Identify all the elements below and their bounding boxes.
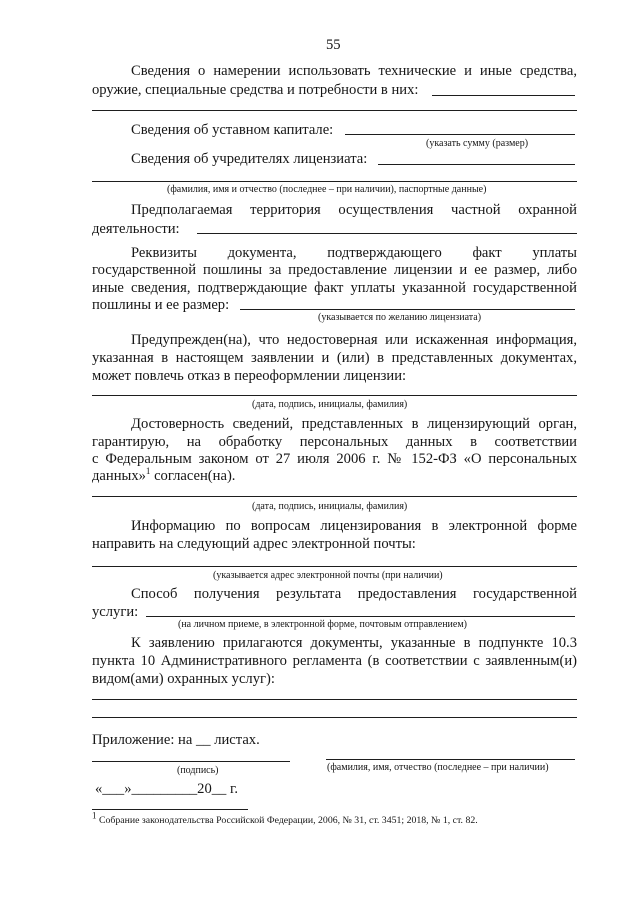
email-hint: (указывается адрес электронной почты (при наличии): [213, 570, 443, 581]
footnote-reference: 1: [145, 466, 151, 477]
consent-line2: гарантирую, на обработку персональных данных в соответствии: [92, 434, 577, 450]
footnote-mark: 1: [92, 810, 97, 821]
consent-line3: с Федеральным законом от 27 июля 2006 г. № 152-ФЗ «О персональных: [92, 451, 577, 467]
duty-line4: пошлины и ее размер:: [92, 297, 230, 313]
capital-label: Сведения об уставном капитале:: [131, 122, 334, 138]
territory-line2: деятельности:: [92, 221, 180, 237]
method-line1: Способ получения результата предоставления государственной: [131, 586, 577, 602]
email-line1: Информацию по вопросам лицензирования в электронной форме: [131, 518, 577, 534]
duty-field[interactable]: [240, 309, 575, 310]
email-field[interactable]: [92, 566, 577, 567]
tech-means-line1: Сведения о намерении использовать технические и иные средства,: [131, 63, 577, 79]
consent-signature-field[interactable]: [92, 496, 577, 497]
method-hint: (на личном приеме, в электронной форме, почтовым отправлением): [178, 619, 467, 630]
tech-means-line2: оружие, специальные средства и потребности в них:: [92, 82, 419, 98]
warning-hint: (дата, подпись, инициалы, фамилия): [252, 399, 408, 410]
capital-field[interactable]: [345, 134, 575, 135]
founders-hint: (фамилия, имя и отчество (последнее – при наличии), паспортные данные): [167, 184, 487, 195]
duty-hint: (указывается по желанию лицензиата): [318, 312, 482, 323]
method-field[interactable]: [146, 616, 575, 617]
attach-line1: К заявлению прилагаются документы, указанные в подпункте 10.3: [131, 635, 577, 651]
duty-line3: иные сведения, подтверждающие факт уплаты указанной государственной: [92, 280, 577, 296]
signature-hint: (подпись): [177, 765, 219, 776]
warning-line2: указанная в настоящем заявлении и (или) в представленных документах,: [92, 350, 577, 366]
consent-line4: [92, 467, 235, 485]
founders-field-extra[interactable]: [92, 181, 577, 182]
email-line2: направить на следующий адрес электронной почты:: [92, 536, 416, 552]
full-name-hint: (фамилия, имя, отчество (последнее – при наличии): [327, 762, 549, 773]
territory-field[interactable]: [197, 233, 577, 234]
consent-hint: (дата, подпись, инициалы, фамилия): [252, 501, 408, 512]
duty-line2: государственной пошлины за предоставление лицензии и ее размер, либо: [92, 262, 577, 278]
attach-field-2[interactable]: [92, 717, 577, 718]
attach-line2: пункта 10 Административного регламента (в соответствии с заявленным(и): [92, 653, 577, 669]
method-line2: услуги:: [92, 604, 139, 620]
date-field[interactable]: «___»_________20__ г.: [95, 781, 238, 797]
consent-line1: Достоверность сведений, представленных в лицензирующий орган,: [131, 416, 577, 432]
duty-line1: Реквизиты документа, подтверждающего факт уплаты: [131, 245, 577, 261]
attach-line3: видом(ами) охранных услуг):: [92, 671, 275, 687]
founders-label: Сведения об учредителях лицензиата:: [131, 151, 368, 167]
capital-hint: (указать сумму (размер): [426, 138, 529, 149]
warning-line1: Предупрежден(на), что недостоверная или искаженная информация,: [131, 332, 577, 348]
page-number: 55: [326, 37, 341, 53]
warning-signature-field[interactable]: [92, 395, 577, 396]
attach-field-1[interactable]: [92, 699, 577, 700]
territory-line1: Предполагаемая территория осуществления частной охранной: [131, 202, 577, 218]
consent-line4-start: данных»: [92, 468, 146, 484]
consent-line4-end: согласен(на).: [150, 468, 236, 484]
footnote-divider: [92, 809, 248, 810]
founders-field[interactable]: [378, 164, 575, 165]
signature-field[interactable]: [92, 761, 290, 762]
appendix-label: Приложение: на __ листах.: [92, 732, 260, 748]
footnote-text: Собрание законодательства Российской Федерации, 2006, № 31, ст. 3451; 2018, № 1, ст. 82.: [98, 815, 478, 826]
warning-line3: может повлечь отказ в переоформлении лицензии:: [92, 368, 407, 384]
tech-means-field[interactable]: [432, 95, 575, 96]
tech-means-field-extra[interactable]: [92, 110, 577, 111]
full-name-field[interactable]: [326, 759, 575, 760]
footnote: [92, 810, 478, 827]
